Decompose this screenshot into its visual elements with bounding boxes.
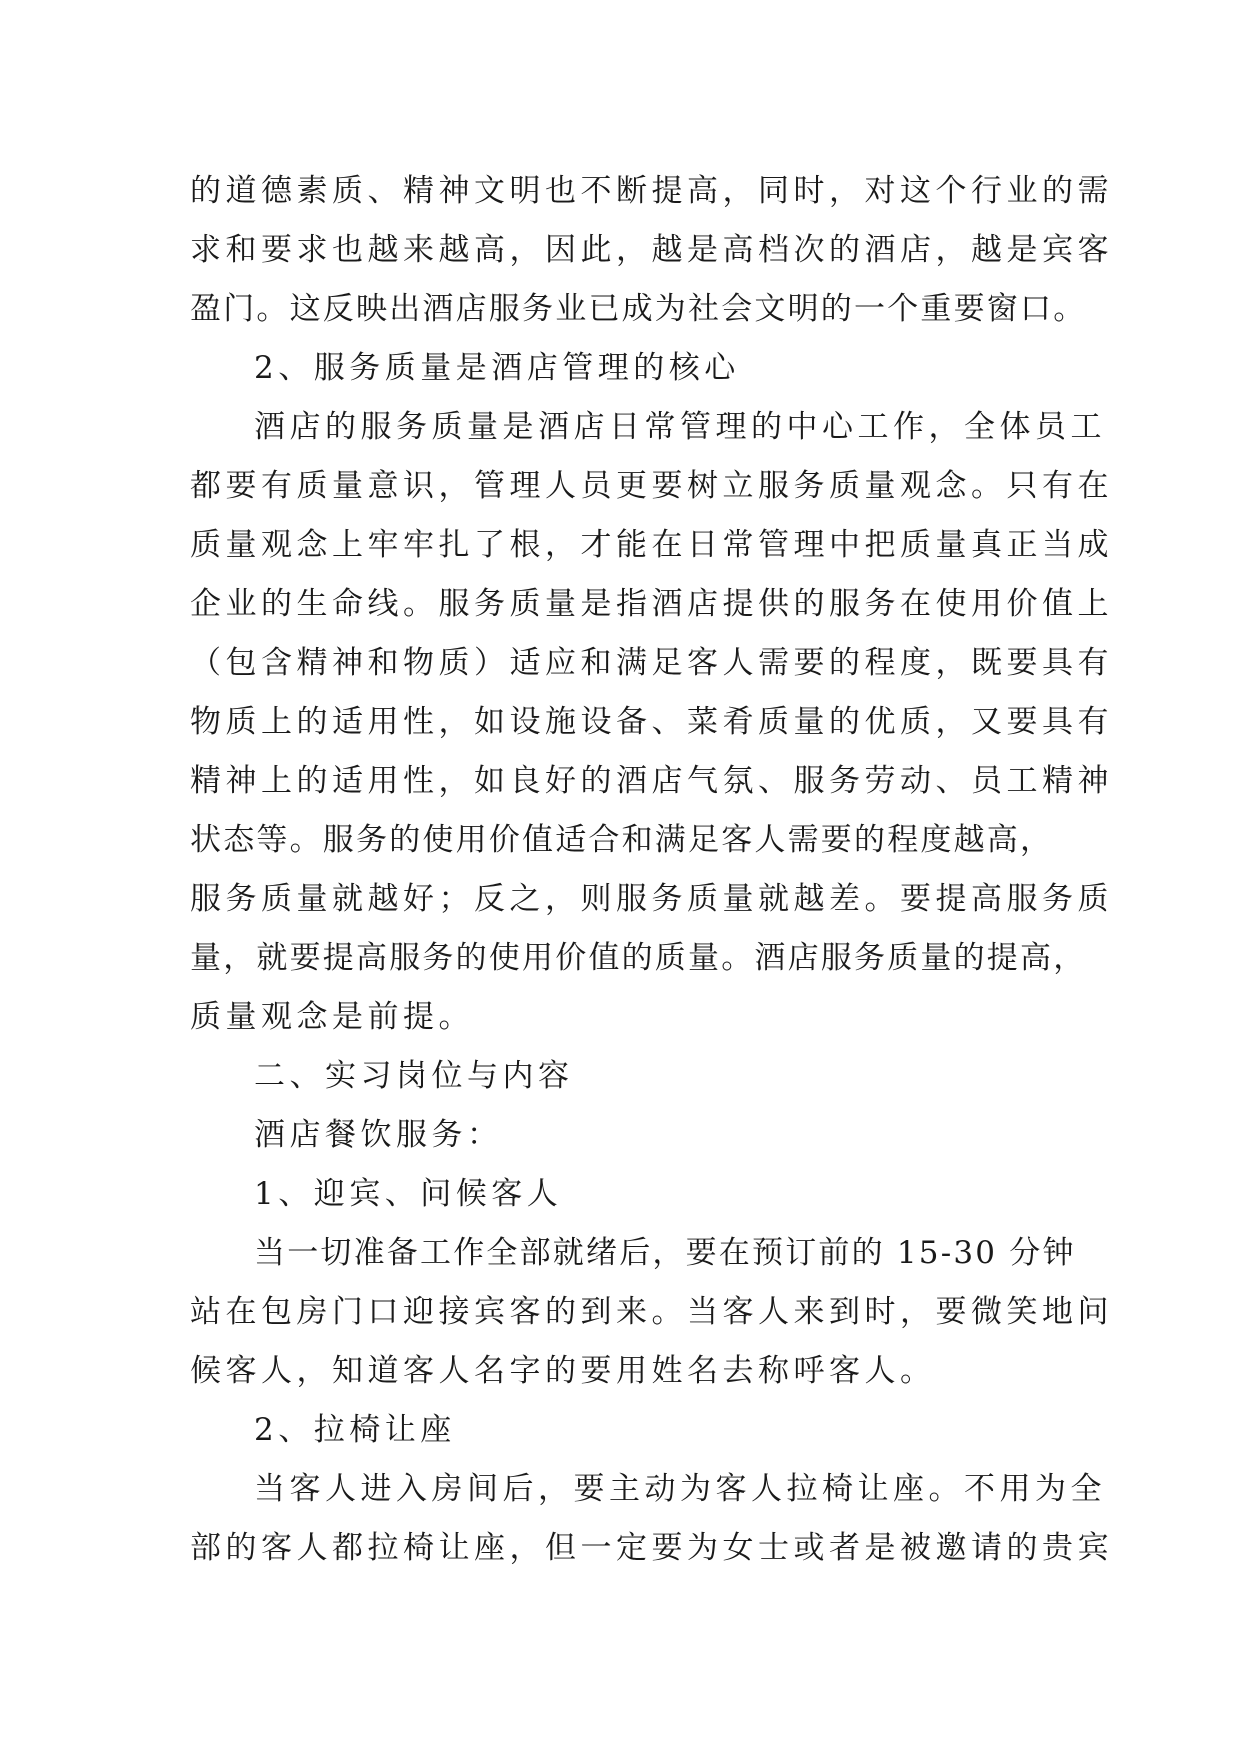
paragraph-line: 都要有质量意识，管理人员更要树立服务质量观念。只有在 <box>190 468 1113 504</box>
paragraph-line: 质量观念是前提。 <box>190 999 474 1035</box>
item-heading: 1、迎宾、问候客人 <box>254 1176 563 1212</box>
paragraph-line: 站在包房门口迎接宾客的到来。当客人来到时，要微笑地问 <box>190 1294 1113 1330</box>
paragraph-line: 候客人，知道客人名字的要用姓名去称呼客人。 <box>190 1353 936 1389</box>
paragraph-line: 量，就要提高服务的使用价值的质量。酒店服务质量的提高， <box>190 940 1087 976</box>
paragraph-line: 物质上的适用性，如设施设备、菜肴质量的优质，又要具有 <box>190 704 1113 740</box>
document-body <box>190 162 1113 1578</box>
paragraph-line: 状态等。服务的使用价值适合和满足客人需要的程度越高， <box>190 822 1054 858</box>
paragraph-line: 盈门。这反映出酒店服务业已成为社会文明的一个重要窗口。 <box>190 291 1087 327</box>
paragraph-line: 的道德素质、精神文明也不断提高，同时，对这个行业的需 <box>190 173 1113 209</box>
item-heading: 2、拉椅让座 <box>254 1412 456 1448</box>
paragraph-line: （包含精神和物质）适应和满足客人需要的程度，既要具有 <box>190 645 1113 681</box>
paragraph-line: 精神上的适用性，如良好的酒店气氛、服务劳动、员工精神 <box>190 763 1113 799</box>
paragraph-line: 求和要求也越来越高，因此，越是高档次的酒店，越是宾客 <box>190 232 1113 268</box>
paragraph-line: 当一切准备工作全部就绪后，要在预订前的 15-30 分钟 <box>254 1235 1076 1271</box>
paragraph-line: 当客人进入房间后，要主动为客人拉椅让座。不用为全 <box>254 1471 1106 1507</box>
paragraph-line: 企业的生命线。服务质量是指酒店提供的服务在使用价值上 <box>190 586 1113 622</box>
section-heading: 2、服务质量是酒店管理的核心 <box>254 350 740 386</box>
paragraph-line: 服务质量就越好；反之，则服务质量就越差。要提高服务质 <box>190 881 1113 917</box>
paragraph-line: 质量观念上牢牢扎了根，才能在日常管理中把质量真正当成 <box>190 527 1113 563</box>
paragraph-line: 部的客人都拉椅让座，但一定要为女士或者是被邀请的贵宾 <box>190 1530 1113 1566</box>
section-heading: 二、实习岗位与内容 <box>254 1058 574 1094</box>
paragraph-line: 酒店的服务质量是酒店日常管理的中心工作，全体员工 <box>254 409 1106 445</box>
subsection-heading: 酒店餐饮服务： <box>254 1117 503 1153</box>
